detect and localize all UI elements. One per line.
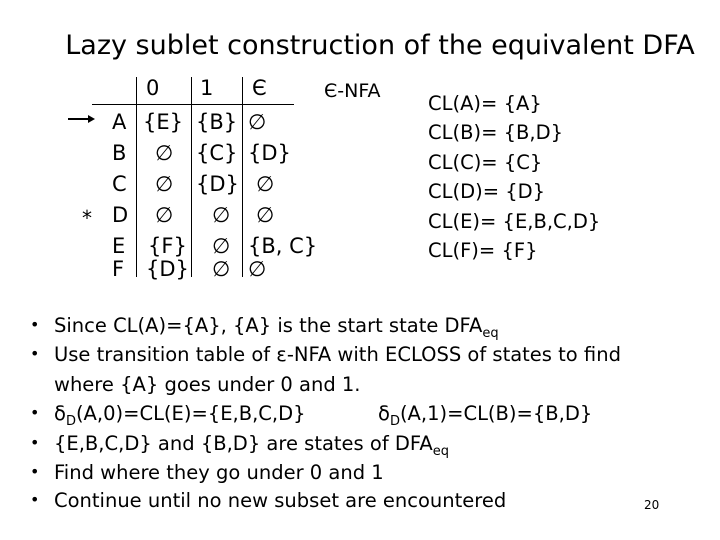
row-cell: ∅ <box>256 172 275 196</box>
row-cell: {F} <box>148 234 187 258</box>
closure-item: CL(D)= {D} <box>428 180 546 204</box>
row-cell: ∅ <box>212 203 231 227</box>
subscript: eq <box>432 444 449 459</box>
closure-item: CL(E)= {E,B,C,D} <box>428 209 601 233</box>
bullet-text: Since CL(A)={A}, {A} is the start state DFA <box>54 314 483 337</box>
row-cell: ∅ <box>256 203 275 227</box>
row-cell: {B, C} <box>248 234 318 258</box>
row-state: D <box>112 203 129 227</box>
row-cell: ∅ <box>155 203 174 227</box>
row-cell: ∅ <box>155 141 174 165</box>
column-header-1: 1 <box>200 76 214 100</box>
row-cell: ∅ <box>248 257 267 281</box>
row-state: F <box>112 257 125 281</box>
table-column-rule <box>136 77 137 277</box>
row-cell: {E} <box>143 110 183 134</box>
row-state: E <box>112 234 126 258</box>
page-number: 20 <box>644 498 660 512</box>
bullet-icon: • <box>30 433 40 452</box>
bullet-text: (A,0)=CL(E)={E,B,C,D} <box>75 402 306 425</box>
delta-symbol: δ <box>54 402 66 425</box>
closure-item: CL(B)= {B,D} <box>428 121 564 145</box>
row-cell: ∅ <box>212 234 231 258</box>
closure-item: CL(A)= {A} <box>428 92 542 115</box>
row-cell: ∅ <box>155 172 174 196</box>
row-cell: {D} <box>196 172 239 196</box>
table-column-rule <box>191 77 192 277</box>
bullet-icon: • <box>30 490 40 509</box>
subscript: D <box>389 414 400 429</box>
slide-title: Lazy sublet construction of the equivalent DFA <box>65 30 695 61</box>
row-state: B <box>112 141 127 165</box>
start-state-arrow-icon <box>66 112 96 126</box>
closure-list <box>428 89 600 265</box>
column-header-epsilon: Є <box>252 76 267 100</box>
row-cell: {D} <box>248 141 291 165</box>
table-header-rule <box>92 104 294 105</box>
row-cell: {D} <box>146 257 189 281</box>
bullet-icon: • <box>30 315 40 334</box>
row-cell: {B} <box>196 110 238 134</box>
row-state: A <box>112 110 127 134</box>
row-cell: ∅ <box>212 257 231 281</box>
bullet-text: where {A} goes under 0 and 1. <box>54 373 361 396</box>
row-state: C <box>112 172 127 196</box>
subscript: D <box>65 414 76 429</box>
bullet-icon: • <box>30 462 40 481</box>
bullet-text: (A,1)=CL(B)={B,D} <box>399 402 593 425</box>
delta-symbol: δ <box>378 402 390 425</box>
table-column-rule <box>242 77 243 277</box>
bullet-text: Continue until no new subset are encountered <box>54 489 507 512</box>
nfa-label: Є-NFA <box>324 80 381 102</box>
bullet-text: Find where they go under 0 and 1 <box>54 461 384 484</box>
closure-item: CL(F)= {F} <box>428 239 538 263</box>
bullet-icon: • <box>30 403 40 422</box>
bullet-icon: • <box>30 344 40 363</box>
final-state-marker: * <box>82 206 92 230</box>
bullet-text: Use transition table of ε-NFA with ECLOSS of states to find <box>54 343 621 366</box>
column-header-0: 0 <box>146 76 160 100</box>
row-cell: {C} <box>196 141 238 165</box>
bullet-text: {E,B,C,D} and {B,D} are states of DFA <box>54 432 433 455</box>
row-cell: ∅ <box>248 110 267 134</box>
closure-item: CL(C)= {C} <box>428 150 543 174</box>
subscript: eq <box>482 326 499 341</box>
